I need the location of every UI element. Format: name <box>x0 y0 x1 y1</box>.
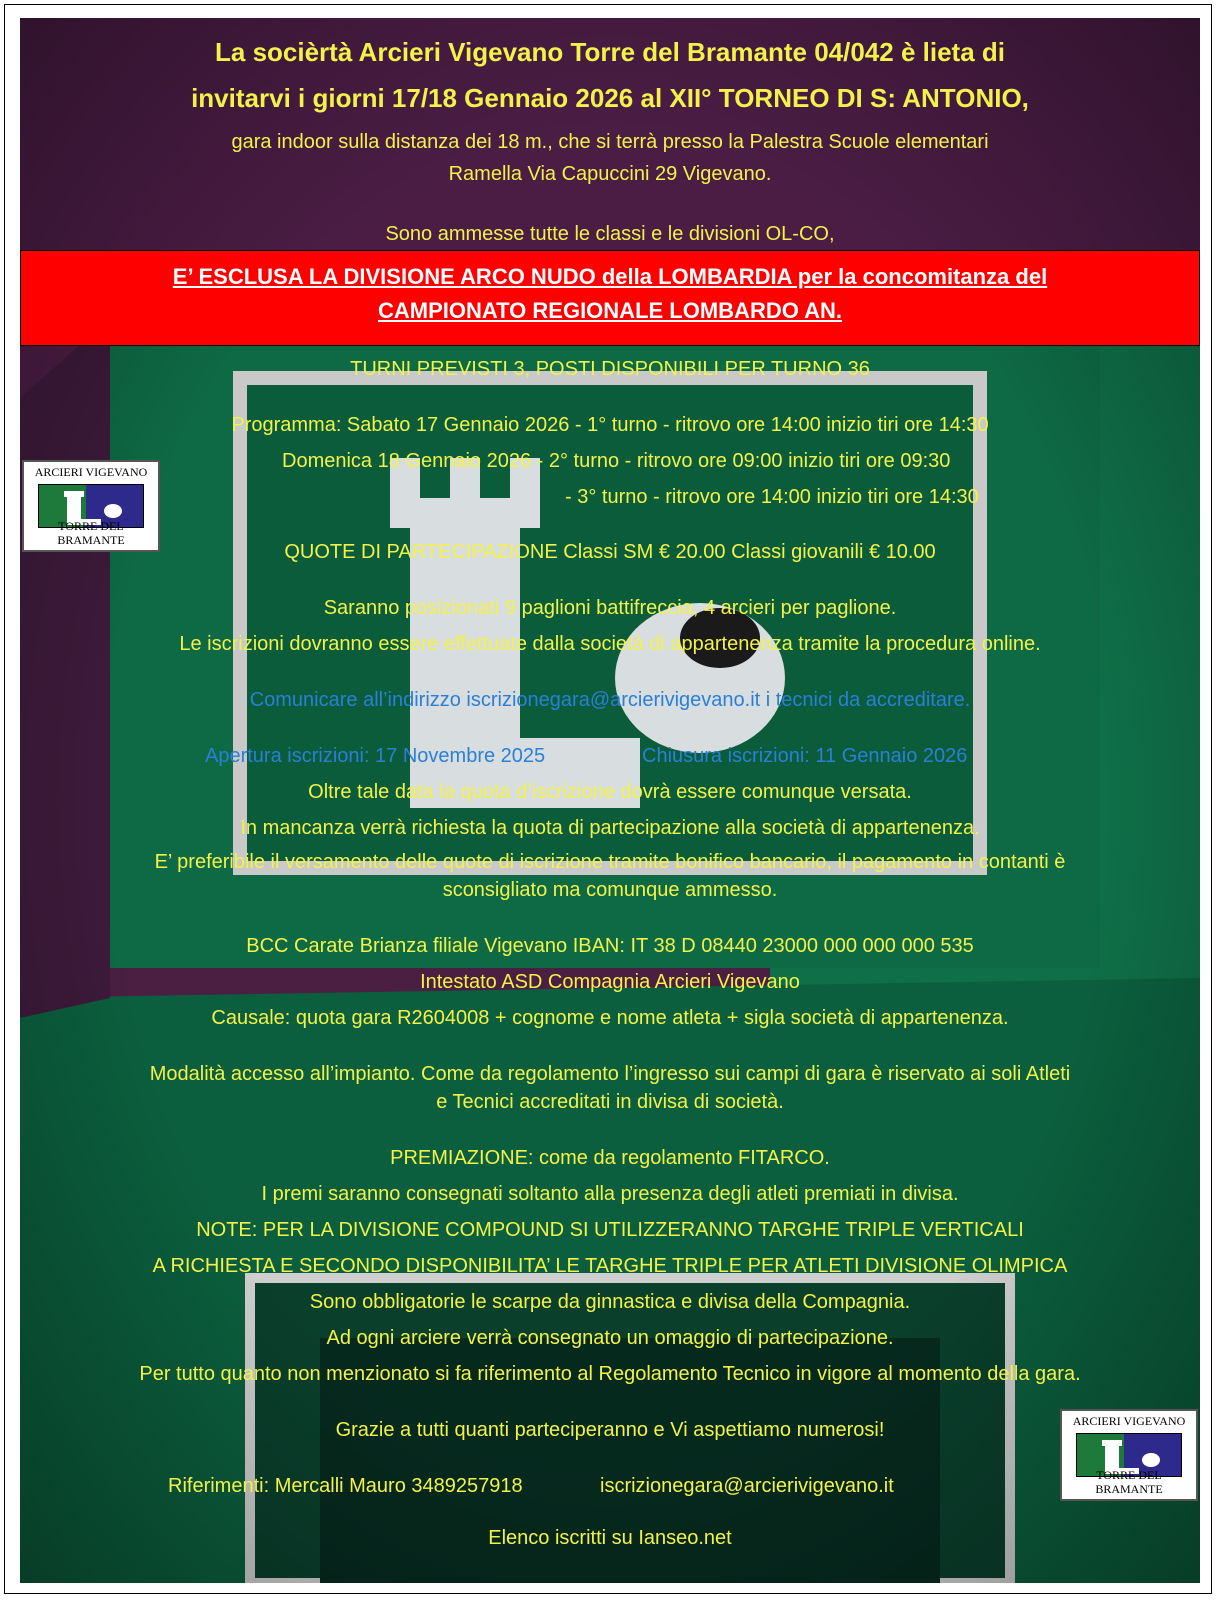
programma-line-2: Domenica 18 Gennaio 2026 - 2° turno - ritrovo ore 09:00 inizio tiri ore 09:30 <box>282 450 951 472</box>
turni-text: TURNI PREVISTI 3, POSTI DISPONIBILI PER TURNO 36 <box>350 358 870 380</box>
quote-text: QUOTE DI PARTECIPAZIONE Classi SM € 20.00 Classi giovanili € 10.00 <box>284 541 936 563</box>
email-link[interactable]: iscrizionegara@arcierivigevano.it <box>600 1475 894 1497</box>
pagamento-line-1: E’ preferibile il versamento delle quote di iscrizione tramite bonifico bancario, il pagamento in contanti è <box>154 851 1066 873</box>
accesso-line-1: Modalità accesso all’impianto. Come da regolamento l’ingresso sui campi di gara è riservato ai soli Atleti <box>149 1063 1071 1085</box>
scarpe-text: Sono obbligatorie le scarpe da ginnastica e divisa della Compagnia. <box>309 1291 911 1313</box>
bank-iban: BCC Carate Brianza filiale Vigevano IBAN: IT 38 D 08440 23000 000 000 000 535 <box>246 935 974 957</box>
programma-line-1: Programma: Sabato 17 Gennaio 2026 - 1° turno - ritrovo ore 14:00 inizio tiri ore 14:30 <box>231 414 989 436</box>
riferimenti-text: Riferimenti: Mercalli Mauro 3489257918 <box>168 1475 523 1497</box>
programma-line-3: - 3° turno - ritrovo ore 14:00 inizio tiri ore 14:30 <box>565 486 979 508</box>
logo-top-text: ARCIERI VIGEVANO <box>34 465 148 479</box>
premiazione-text: PREMIAZIONE: come da regolamento FITARCO. <box>390 1147 830 1169</box>
premi-text: I premi saranno consegnati soltanto alla presenza degli atleti premiati in divisa. <box>261 1183 959 1205</box>
elenco-iscritti-text: Elenco iscritti su Ianseo.net <box>488 1527 732 1549</box>
mancanza-text: In mancanza verrà richiesta la quota di partecipazione alla società di appartenenza. <box>240 817 980 839</box>
header-line-2: invitarvi i giorni 17/18 Gennaio 2026 al XII° TORNEO DI S: ANTONIO, <box>191 83 1029 113</box>
logo-bottom-text: TORRE DEL BRAMANTE <box>57 519 125 547</box>
logo-bottom-text: TORRE DEL BRAMANTE <box>1095 1468 1163 1496</box>
apertura-text: Apertura iscrizioni: 17 Novembre 2025 <box>205 745 546 767</box>
banner-line-1: E’ ESCLUSA LA DIVISIONE ARCO NUDO della LOMBARDIA per la concomitanza del <box>172 264 1048 289</box>
regolamento-text: Per tutto quanto non menzionato si fa riferimento al Regolamento Tecnico in vigore al momento della gara. <box>139 1363 1081 1385</box>
omaggio-text: Ad ogni arciere verrà consegnato un omaggio di partecipazione. <box>326 1327 894 1349</box>
iscrizioni-online-text: Le iscrizioni dovranno essere effettuate dalla società di appartenenza tramite la procedura online. <box>179 633 1041 655</box>
club-logo-right <box>1060 1409 1198 1501</box>
admission-text: Sono ammesse tutte le classi e le divisioni OL-CO, <box>385 223 835 245</box>
paglioni-text: Saranno posizionati 9 paglioni battifreccia, 4 arcieri per paglione. <box>323 597 897 619</box>
logo-top-text: ARCIERI VIGEVANO <box>1072 1414 1186 1428</box>
bank-intestato: Intestato ASD Compagnia Arcieri Vigevano <box>420 971 800 993</box>
pagamento-line-2: sconsigliato ma comunque ammesso. <box>442 879 778 901</box>
header-line-3: gara indoor sulla distanza dei 18 m., che si terrà presso la Palestra Scuole elementari <box>231 131 989 153</box>
tecnici-text: Comunicare all’indirizzo iscrizionegara@arcierivigevano.it i tecnici da accreditare. <box>249 689 971 711</box>
header-line-1: La socièrtà Arcieri Vigevano Torre del Bramante 04/042 è lieta di <box>215 37 1005 67</box>
note-line-2: A RICHIESTA E SECONDO DISPONIBILITA’ LE TARGHE TRIPLE PER ATLETI DIVISIONE OLIMPICA <box>152 1255 1068 1277</box>
club-logo-left <box>22 460 160 552</box>
chiusura-text: Chiusura iscrizioni: 11 Gennaio 2026 <box>642 745 968 767</box>
header-line-4: Ramella Via Capuccini 29 Vigevano. <box>448 163 772 185</box>
exclusion-banner <box>20 250 1200 346</box>
accesso-line-2: e Tecnici accreditati in divisa di società. <box>436 1091 784 1113</box>
bank-causale: Causale: quota gara R2604008 + cognome e nome atleta + sigla società di appartenenza. <box>211 1007 1009 1029</box>
banner-line-2: CAMPIONATO REGIONALE LOMBARDO AN. <box>377 298 843 323</box>
oltre-text: Oltre tale data la quota d’iscrizione dovrà essere comunque versata. <box>308 781 912 803</box>
grazie-text: Grazie a tutti quanti parteciperanno e Vi aspettiamo numerosi! <box>335 1419 885 1441</box>
note-line-1: NOTE: PER LA DIVISIONE COMPOUND SI UTILIZZERANNO TARGHE TRIPLE VERTICALI <box>196 1219 1024 1241</box>
